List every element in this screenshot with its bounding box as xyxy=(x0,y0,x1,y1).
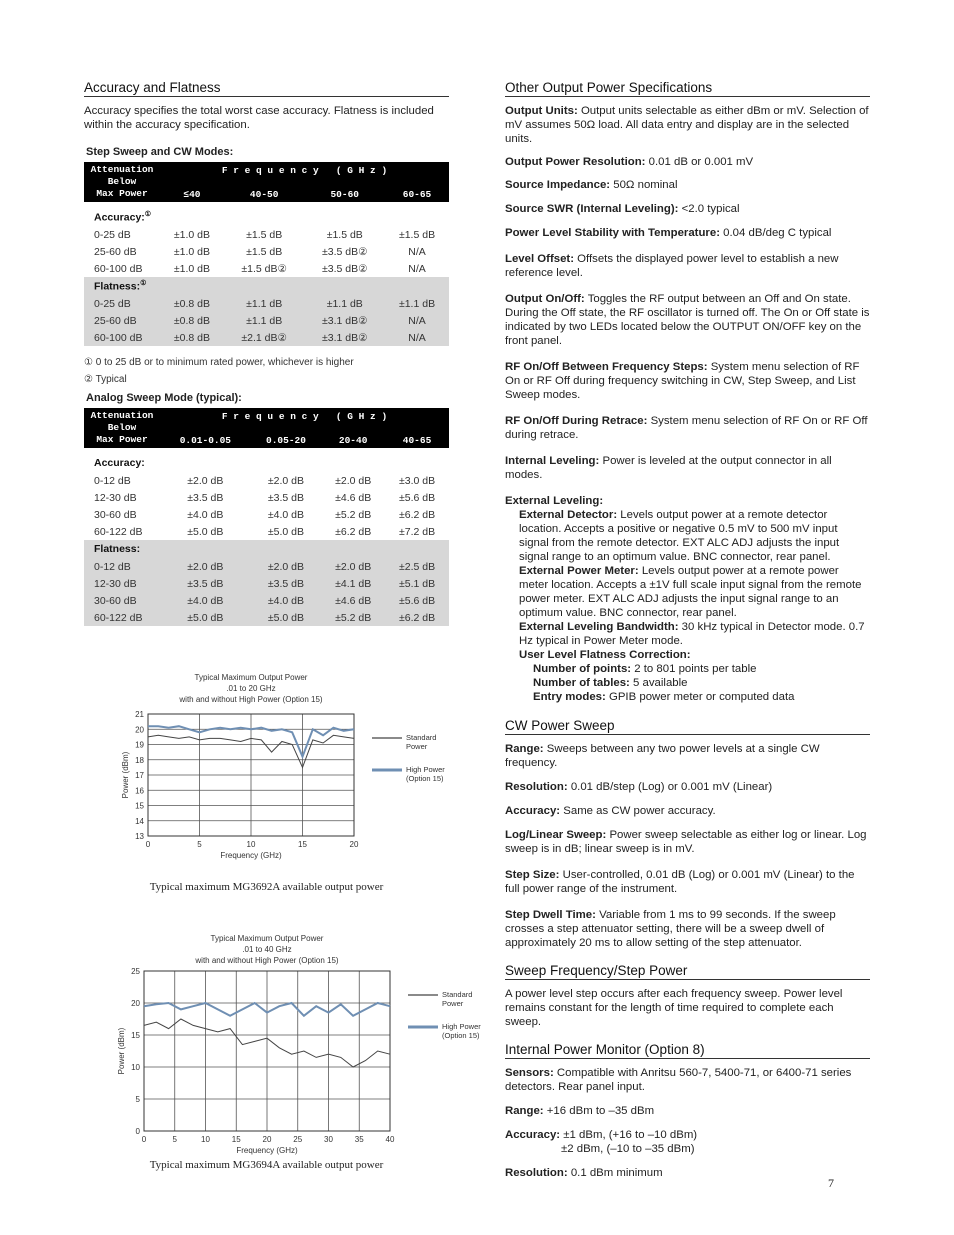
col-header: 40-65 xyxy=(385,424,449,448)
spec-ext-meter: External Power Meter: Levels output power at a remote power meter location. Accepts a ±1V full scale input signal from the remote power meter. EXT ALC ADJ adjusts the input signal range to an optimum value. BNC connector, rear panel. xyxy=(519,565,862,619)
x-tick-label: 20 xyxy=(349,840,359,849)
spec-rf-steps: RF On/Off Between Frequency Steps: System menu selection of RF On or RF Off during frequency switching in CW, Step Sweep, and List Sweep modes. xyxy=(505,361,860,401)
footnote-2: ② Typical xyxy=(84,374,127,385)
spec-ipm-sensors: Sensors: Compatible with Anritsu 560-7, 5400-71, or 6400-71 series detectors. Rear panel input. xyxy=(505,1067,852,1093)
right-column xyxy=(505,80,870,1180)
x-tick-label: 30 xyxy=(324,1135,333,1144)
y-tick-label: 25 xyxy=(131,967,140,976)
group-label: Accuracy:① xyxy=(94,211,152,224)
left-column xyxy=(84,80,449,626)
col-header: 0.01-0.05 xyxy=(160,424,251,448)
spec-ext-detector: External Detector: Levels output power at a remote detector location. Accepts a positive or negative 0.5 mV to 500 mV input signal from the remote detector. EXT ALC ADJ adjusts the input signal range to an optimum value. BNC connector, rear panel. xyxy=(519,509,840,563)
col-header: 60-65 xyxy=(385,178,449,202)
x-tick-label: 15 xyxy=(231,1135,241,1144)
spec-level-offset: Level Offset: Offsets the displayed power level to establish a new reference level. xyxy=(505,253,839,279)
spec-output-onoff: Output On/Off: Toggles the RF output between an Off and On state. During the Off state, the RF oscillator is turned off. The On or Off state is indicated by two LEDs located below the OUTPUT ON/OFF key on the front panel. xyxy=(505,293,870,347)
chart-title-line: .01 to 40 GHz xyxy=(242,945,292,954)
analog-sweep-title: Analog Sweep Mode (typical): xyxy=(86,392,242,404)
y-tick-label: 16 xyxy=(135,786,144,796)
sweep-freq-step-power-heading: Sweep Frequency/Step Power xyxy=(505,963,870,980)
spec-ipm-range: Range: +16 dBm to –35 dBm xyxy=(505,1105,655,1117)
spec-cw-resolution: Resolution: 0.01 dB/step (Log) or 0.001 mV (Linear) xyxy=(505,781,773,793)
spec-swr: Source SWR (Internal Leveling): <2.0 typical xyxy=(505,203,740,215)
y-tick-label: 13 xyxy=(135,832,144,841)
chart-title-line: Typical Maximum Output Power xyxy=(210,934,324,943)
other-output-heading: Other Output Power Specifications xyxy=(505,80,870,97)
spec-sfsp: A power level step occurs after each frequency sweep. Power level remains constant for the length of time required to complete each sweep. xyxy=(505,988,843,1028)
table-row: 60-122 dB ±5.0 dB ±5.0 dB ±5.2 dB ±6.2 dB xyxy=(84,609,449,626)
analog-sweep-table xyxy=(84,408,449,626)
y-tick-label: 5 xyxy=(135,1095,140,1104)
x-tick-label: 5 xyxy=(172,1135,177,1144)
caption-mg3692a: Typical maximum MG3692A available output power xyxy=(149,881,384,893)
legend-label: Standard xyxy=(442,990,473,999)
spec-stability: Power Level Stability with Temperature: 0.04 dB/deg C typical xyxy=(505,227,832,239)
step-sweep-title: Step Sweep and CW Modes: xyxy=(86,146,234,158)
legend-label: (Option 15) xyxy=(406,774,444,783)
frequency-header: F r e q u e n c y ( G H z ) xyxy=(160,162,449,178)
y-tick-label: 20 xyxy=(131,999,140,1008)
accuracy-intro: Accuracy specifies the total worst case accuracy. Flatness is included within the accuracy specification. xyxy=(84,105,434,131)
x-tick-label: 35 xyxy=(354,1135,364,1144)
y-tick-label: 20 xyxy=(135,725,144,735)
x-axis-label: Frequency (GHz) xyxy=(236,1146,298,1155)
table-row: 30-60 dB ±4.0 dB ±4.0 dB ±5.2 dB ±6.2 dB xyxy=(94,508,436,521)
chart-mg3692a xyxy=(108,672,458,868)
chart-mg3694a xyxy=(108,933,481,1155)
page-number: 7 xyxy=(828,1176,834,1190)
table-row: 60-100 dB ±0.8 dB ±2.1 dB② ±3.1 dB② N/A xyxy=(84,329,449,346)
table-row: 0-25 dB ±1.0 dB ±1.5 dB ±1.5 dB ±1.5 dB xyxy=(94,228,436,241)
spec-ipm-accuracy: Accuracy: ±1 dBm, (+16 to –10 dBm) ±2 dBm, (–10 to –35 dBm) xyxy=(505,1129,698,1155)
spec-points: Number of points: 2 to 801 points per table xyxy=(533,663,757,675)
spec-ext-bandwidth: External Leveling Bandwidth: 30 kHz typical in Detector mode. 0.7 Hz typical in Power Meter mode. xyxy=(519,621,865,647)
y-axis-label: Power (dBm) xyxy=(121,751,130,799)
legend-label: High Power xyxy=(406,765,445,774)
x-tick-label: 10 xyxy=(246,840,256,849)
chart-title-line: Typical Maximum Output Power xyxy=(194,673,308,682)
spec-cw-loglin: Log/Linear Sweep: Power sweep selectable as either log or linear. Log sweep is in dB; linear sweep is in mV. xyxy=(505,829,867,855)
table-row: 12-30 dB ±3.5 dB ±3.5 dB ±4.1 dB ±5.1 dB xyxy=(84,575,449,592)
cw-power-sweep-heading: CW Power Sweep xyxy=(505,718,870,735)
x-tick-label: 10 xyxy=(201,1135,210,1144)
x-tick-label: 20 xyxy=(262,1135,272,1144)
table-row: 60-122 dB ±5.0 dB ±5.0 dB ±6.2 dB ±7.2 dB xyxy=(94,525,436,538)
spec-internal-leveling: Internal Leveling: Power is leveled at the output connector in all modes. xyxy=(505,455,832,481)
table-row: 0-25 dB ±0.8 dB ±1.1 dB ±1.1 dB ±1.1 dB xyxy=(84,295,449,312)
legend-label: Standard xyxy=(406,733,437,742)
spec-ipm-resolution: Resolution: 0.1 dBm minimum xyxy=(505,1167,663,1179)
y-tick-label: 10 xyxy=(131,1063,140,1072)
x-tick-label: 0 xyxy=(145,840,151,849)
col-header: 20-40 xyxy=(321,424,385,448)
table-row: 60-100 dB ±1.0 dB ±1.5 dB② ±3.5 dB② N/A xyxy=(94,262,426,275)
x-axis-label: Frequency (GHz) xyxy=(220,851,282,860)
footnote-1: ① 0 to 25 dB or to minimum rated power, whichever is higher xyxy=(84,357,354,368)
y-tick-label: 18 xyxy=(135,755,144,765)
y-axis-label: Power (dBm) xyxy=(117,1027,126,1075)
y-tick-label: 14 xyxy=(135,816,144,826)
attenuation-header: Attenuation Below Max Power xyxy=(84,162,160,202)
x-tick-label: 25 xyxy=(293,1135,303,1144)
spec-cw-accuracy: Accuracy: Same as CW power accuracy. xyxy=(505,805,716,817)
table-row: 25-60 dB ±1.0 dB ±1.5 dB ±3.5 dB② N/A xyxy=(94,245,426,258)
spec-cw-step-size: Step Size: User-controlled, 0.01 dB (Log) or 0.001 mV (Linear) to the full power range of the instrument. xyxy=(505,869,855,895)
table-row: 0-12 dB ±2.0 dB ±2.0 dB ±2.0 dB ±2.5 dB xyxy=(84,558,449,575)
spec-rf-retrace: RF On/Off During Retrace: System menu selection of RF On or RF Off during retrace. xyxy=(505,415,868,441)
chart-title-line: with and without High Power (Option 15) xyxy=(179,695,323,704)
spec-resolution: Output Power Resolution: 0.01 dB or 0.001 mV xyxy=(505,156,754,168)
group-label: Accuracy: xyxy=(94,457,145,469)
legend-label: Power xyxy=(406,742,428,751)
chart-title-line: .01 to 20 GHz xyxy=(226,684,276,693)
y-tick-label: 21 xyxy=(135,710,144,719)
spec-impedance: Source Impedance: 50Ω nominal xyxy=(505,179,678,191)
table-row: 25-60 dB ±0.8 dB ±1.1 dB ±3.1 dB② N/A xyxy=(84,312,449,329)
step-sweep-table xyxy=(84,162,449,346)
spec-cw-range: Range: Sweeps between any two power levels at a single CW frequency. xyxy=(505,743,820,769)
spec-ulfc: User Level Flatness Correction: xyxy=(519,649,691,661)
attenuation-header: Attenuation Below Max Power xyxy=(84,408,160,448)
chart-title-line: with and without High Power (Option 15) xyxy=(195,956,339,965)
legend-label: (Option 15) xyxy=(442,1031,480,1040)
y-tick-label: 17 xyxy=(135,771,144,780)
y-tick-label: 19 xyxy=(135,740,144,750)
y-tick-label: 0 xyxy=(135,1127,140,1136)
caption-mg3694a: Typical maximum MG3694A available output power xyxy=(149,1159,384,1171)
group-label: Flatness: xyxy=(84,540,449,558)
x-tick-label: 15 xyxy=(298,840,307,849)
table-row: 30-60 dB ±4.0 dB ±4.0 dB ±4.6 dB ±5.6 dB xyxy=(84,592,449,609)
table-row: 12-30 dB ±3.5 dB ±3.5 dB ±4.6 dB ±5.6 dB xyxy=(94,491,436,504)
internal-power-monitor-heading: Internal Power Monitor (Option 8) xyxy=(505,1042,870,1059)
spec-entry: Entry modes: GPIB power meter or computed data xyxy=(533,691,795,703)
spec-tables: Number of tables: 5 available xyxy=(533,677,688,689)
legend-label: High Power xyxy=(442,1022,481,1031)
col-header: 50-60 xyxy=(304,178,385,202)
table-row: 0-12 dB ±2.0 dB ±2.0 dB ±2.0 dB ±3.0 dB xyxy=(94,474,436,487)
col-header: 0.05-20 xyxy=(251,424,322,448)
accuracy-heading: Accuracy and Flatness xyxy=(84,80,449,97)
group-label: Flatness:① xyxy=(84,277,449,295)
col-header: ≤40 xyxy=(160,178,224,202)
frequency-header: F r e q u e n c y ( G H z ) xyxy=(160,408,449,424)
y-tick-label: 15 xyxy=(135,801,144,811)
spec-output-units: Output Units: Output units selectable as either dBm or mV. Selection of mV assumes 50Ω load. All data entry and display are in the selected units. xyxy=(505,105,869,145)
x-tick-label: 5 xyxy=(197,840,202,849)
col-header: 40-50 xyxy=(224,178,305,202)
x-tick-label: 40 xyxy=(385,1135,395,1144)
spec-cw-dwell: Step Dwell Time: Variable from 1 ms to 99 seconds. If the sweep crosses a step attenuator setting, there will be a sweep dwell of approximately 20 ms to allow setting of the step attenuator. xyxy=(505,909,836,949)
y-tick-label: 15 xyxy=(131,1031,140,1040)
spec-external-leveling: External Leveling: xyxy=(505,495,604,507)
x-tick-label: 0 xyxy=(141,1135,147,1144)
legend-label: Power xyxy=(442,999,464,1008)
